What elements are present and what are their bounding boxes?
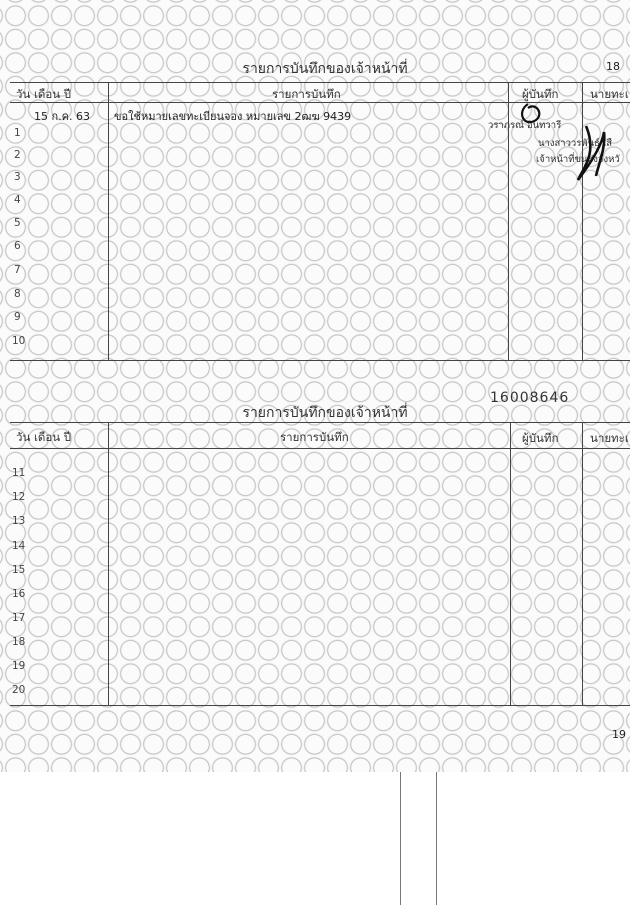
section1-bottom-border	[10, 360, 630, 361]
section2-title: รายการบันทึกของเจ้าหน้าที่	[242, 405, 408, 421]
section2-col-divider-1	[108, 422, 109, 705]
section1-row-number: 7	[14, 264, 21, 276]
section2-row-number: 12	[12, 491, 26, 503]
section1-header-officer: นายทะเ	[590, 87, 629, 101]
section2-corner-number: 19	[612, 728, 626, 741]
entry-text: ขอใช้หมายเลขทะเบียนจอง หมายเลข 2ฒฆ 9439	[114, 110, 352, 123]
fold-mark-right	[436, 772, 437, 905]
section1-row-number: 10	[12, 335, 26, 347]
section2-row-number: 16	[12, 588, 26, 600]
entry-officer-name: นางสาววรพันธ์ เสื	[538, 138, 612, 149]
section1-top-border	[10, 82, 630, 83]
section2-row-number: 17	[12, 612, 26, 624]
entry-recorder-name: วราภรณ์ อินทวารี	[488, 120, 562, 131]
section1-row-number: 6	[14, 240, 21, 252]
section2-header-date: วัน เดือน ปี	[16, 430, 72, 444]
section2-row-number: 15	[12, 564, 26, 576]
section1-row-number: 9	[14, 311, 21, 323]
section1-col-divider-1	[108, 82, 109, 360]
section2-row-number: 19	[12, 660, 26, 672]
section2-col-divider-3	[582, 422, 583, 705]
section1-row-number: 5	[14, 217, 21, 229]
section1-title: รายการบันทึกของเจ้าหน้าที่	[242, 61, 408, 77]
section1-row-number: 3	[14, 171, 21, 183]
scan-margin	[0, 772, 640, 905]
section2-col-divider-2	[510, 422, 511, 705]
entry-officer-position: เจ้าหน้าที่ขนส่งจังหวั	[536, 154, 620, 165]
section2-row-number: 20	[12, 684, 26, 696]
section2-top-border	[10, 422, 630, 423]
serial-number: 16008646	[490, 390, 570, 406]
section2-row-number: 11	[12, 467, 26, 479]
section2-row-number: 18	[12, 636, 26, 648]
section1-header-record: รายการบันทึก	[272, 87, 341, 101]
section2-header-border	[10, 448, 630, 449]
section1-row-number: 8	[14, 288, 21, 300]
fold-mark-left	[400, 772, 401, 905]
section1-header-recorder: ผู้บันทึก	[522, 87, 559, 101]
section2-header-officer: นายทะเ	[590, 431, 629, 445]
section2-header-record: รายการบันทึก	[280, 430, 349, 444]
section1-header-date: วัน เดือน ปี	[16, 87, 72, 101]
section1-row-number: 2	[14, 149, 21, 161]
entry-date: 15 ก.ค. 63	[34, 110, 90, 123]
section2-bottom-border	[10, 705, 630, 706]
section2-row-number: 14	[12, 540, 26, 552]
section1-corner-number: 18	[606, 60, 620, 73]
section1-row-number: 1	[14, 127, 21, 139]
signature-mark	[506, 84, 626, 194]
section1-row-number: 4	[14, 194, 21, 206]
section2-header-recorder: ผู้บันทึก	[522, 431, 559, 445]
section2-row-number: 13	[12, 515, 26, 527]
